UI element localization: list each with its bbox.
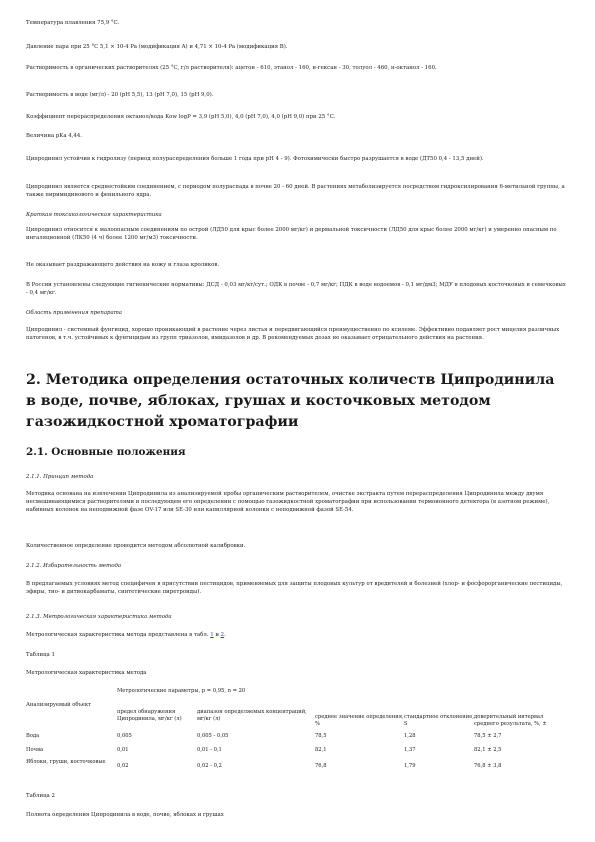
cell-lod: 0,005 — [117, 733, 132, 739]
cell-lod: 0,02 — [117, 763, 129, 769]
pka-text: Величина pKa 4,44. — [26, 133, 82, 139]
table-group-header-row — [26, 688, 567, 709]
cell-range: 0,005 - 0,05 — [197, 733, 229, 739]
cell-object: Вода — [26, 733, 40, 739]
metrology-table — [26, 688, 567, 770]
table-row — [26, 728, 567, 742]
col-header-sd: стандартное отклонение, S — [404, 714, 474, 727]
col-header-lod: предел обнаружения Ципродинила, мг/кг (л) — [117, 709, 182, 722]
table-2-title: Полнота определения Ципродинила в воде, почве, яблоках и грушах — [26, 812, 224, 818]
hydrolysis-text: Ципродинил устойчив к гидролизу (период полураспределения больше 1 года при pH 4 - 9). Фотохимически быстро разрушается в воде (ДТ50 0,4 - 13,5 дней). — [26, 156, 484, 162]
cell-sd: 1,37 — [404, 747, 416, 753]
toxicity-text: Ципродинил относится к малоопасным соединениям по острой (ЛД50 для крыс более 2000 мг/кг) и дермальной токсичности (ЛД50 для крыс более 2000 мг/кг) и умеренно опасным по ингаляционной (ЛК50 (4 ч) более 1200 мг/м3) токсичности. — [26, 227, 557, 241]
cell-ci: 76,8 ± 3,8 — [474, 763, 502, 769]
table-row — [26, 742, 567, 754]
metrology-reference-end: . — [224, 632, 226, 638]
water-solubility-text: Растворимость в воде (мг/л) - 20 (pH 5,5), 13 (pH 7,0), 15 (pH 9,0). — [26, 92, 214, 98]
kow-text: Коэффициент перераспределения октанол/вода Kow logP = 3,9 (pH 5,0), 4,0 (pH 7,0), 4,0 (pH 9,0) при 25 °C. — [26, 114, 336, 120]
cell-sd: 1,28 — [404, 733, 416, 739]
cell-sd: 1,79 — [404, 763, 416, 769]
cell-range: 0,01 - 0,1 — [197, 747, 222, 753]
section-2-1-2-heading: 2.1.2. Избирательность метода — [26, 563, 122, 569]
section-2-1-3-heading: 2.1.3. Метрологическая характеристика метода — [26, 614, 172, 620]
cell-object: Яблоки, груши, косточковые — [26, 759, 106, 765]
hygiene-standards-text: В России установлены следующие гигиенические нормативы: ДСД - 0,03 мг/кг/сут.; ОДК в почве - 0,7 мг/кг; ПДК в воде водоемов - 0,1 мг/дм3; МДУ в плодовых косточковых и семечковых - 0,4 мг/кг. — [26, 282, 566, 296]
metrology-reference-text — [26, 631, 567, 639]
calibration-text: Количественное определение проводится методом абсолютной калибровки. — [26, 543, 246, 549]
table-1-title: Метрологическая характеристика метода — [26, 670, 147, 676]
metrology-reference-lead: Метрологическая характеристика метода представлена в табл. — [26, 632, 211, 638]
cell-object: Почва — [26, 747, 44, 753]
section-2-1-heading: 2.1. Основные положения — [26, 446, 186, 458]
cell-range: 0,02 - 0,2 — [197, 763, 222, 769]
irritation-text: Не оказывает раздражающего действия на кожу и глаза кроликов. — [26, 262, 220, 268]
cell-mean: 78,5 — [315, 733, 327, 739]
cell-ci: 82,1 ± 2,5 — [474, 747, 502, 753]
cell-ci: 78,5 ± 2,7 — [474, 733, 502, 739]
table-2-link[interactable]: 2 — [220, 632, 225, 638]
table-header-row — [26, 709, 567, 728]
col-header-range: диапазон определяемых концентраций, мг/кг (л) — [197, 709, 307, 722]
table-group-header: Метрологические параметры, p = 0,95, n = 20 — [117, 688, 246, 694]
soil-persistence-text: Ципродинил является среднестойким соединением, с периодом полураспада в почве 20 - 60 дней. В растениях метаболизируется посредством гидроксилирования 6-метильной группы, а также пиримидинового и фенильного ядра. — [26, 184, 565, 198]
col-header-mean: среднее значение определения, % — [315, 714, 404, 727]
section-2-1-1-heading: 2.1.1. Принцип метода — [26, 474, 94, 480]
section-2-heading: 2. Методика определения остаточных количеств Ципродинила в воде, почве, яблоках, грушах и косточковых методом газожидкостной хроматографии — [26, 372, 555, 430]
organic-solubility-text: Растворимость в органических растворителях (25 °C, г/л растворителя): ацетон - 610, этанол - 160, н-гексан - 30, толуол - 460, н-октанол - 160. — [26, 65, 437, 71]
table-row — [26, 754, 567, 770]
metrology-reference-and: и — [213, 632, 221, 638]
toxicology-subheading: Краткая токсикологическая характеристика — [26, 212, 162, 218]
cell-lod: 0,01 — [117, 747, 129, 753]
method-principle-text: Методика основана на извлечении Ципродинила из анализируемой пробы органическим растворителем, очистке экстракта путем перераспределения Ципродинила между двумя несмешивающимися растворителями и последующем его определении с помощью газожидкостной хроматографии при использовании термоионного детектора (в азотном режиме), набивных колонок на неподвижной фазе OV-17 или SE-30 или капиллярной колонки с неподвижной фазой SE-54. — [26, 491, 550, 513]
col-header-ci: доверительный интервал среднего результата, %, ± — [474, 714, 547, 727]
vapor-pressure-text: Давление пара при 25 °С 5,1 × 10-4 Pa (модификация A) и 4,71 × 10-4 Pa (модификация B). — [26, 44, 288, 50]
table-1-link[interactable]: 1 — [210, 632, 214, 638]
table-1-label: Таблица 1 — [26, 652, 55, 658]
col-header-object: Анализируемый объект — [26, 702, 91, 708]
application-subheading: Область применения препарата — [26, 310, 123, 316]
table-2-label: Таблица 2 — [26, 793, 55, 799]
application-text: Ципродинил - системный фунгицид, хорошо проникающий в растение через листья и передвигающийся преимущественно по ксилеме. Эффективно подавляет рост мицелия различных патогенов, в т.ч. устойчивых к фунгицидам из групп триазолов, имидазолов и др. В рекомендуемых дозах не оказывает отрицательного действия на растения. — [26, 327, 560, 341]
selectivity-text: В предлагаемых условиях метод специфичен в присутствии пестицидов, применяемых для защиты плодовых культур от вредителей и болезней (хлор- и фосфорорганические пестициды, эфиры, тио- и дитиокарбаматы, синтетические пиретроиды). — [26, 581, 563, 595]
melting-point-text: Температура плавления 75,9 °C. — [26, 20, 120, 26]
cell-mean: 82,1 — [315, 747, 327, 753]
cell-mean: 76,8 — [315, 763, 327, 769]
